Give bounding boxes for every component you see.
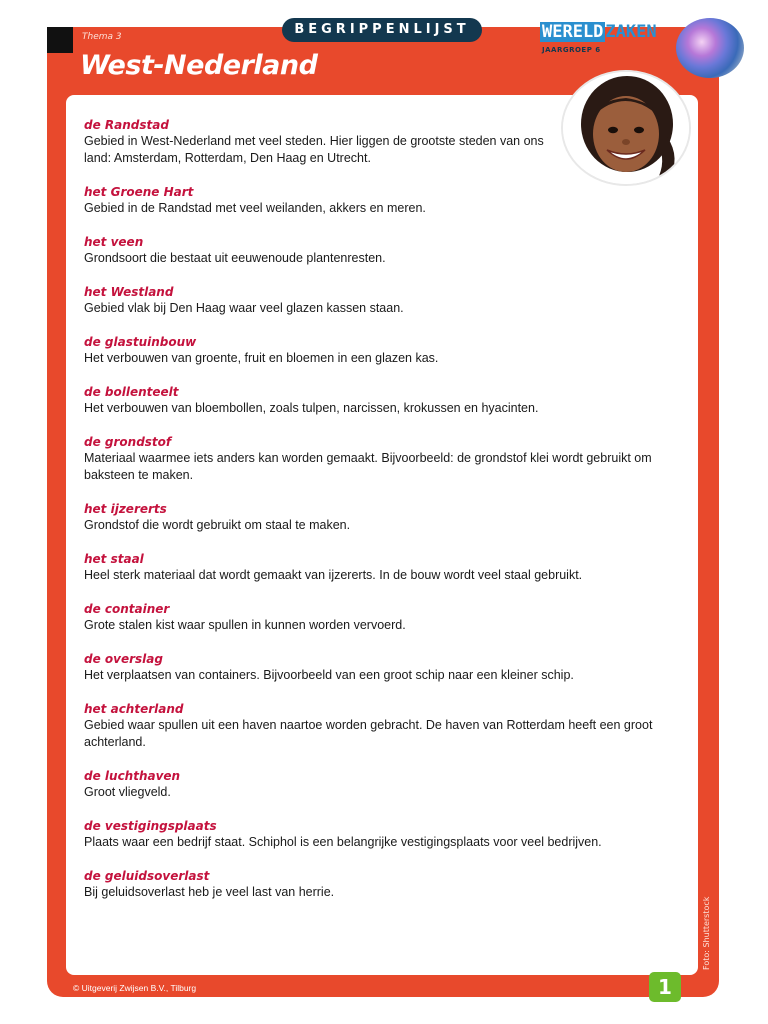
term-entry [84,601,684,634]
term-name: het Groene Hart [84,185,194,199]
term-definition: Gebied waar spullen uit een haven naartoe worden gebracht. De haven van Rotterdam heeft een groot achterland. [84,718,653,749]
term-definition: Gebied in de Randstad met veel weilanden, akkers en meren. [84,201,426,215]
term-name: de overslag [84,652,163,666]
term-name: de container [84,602,170,616]
term-list [84,117,684,918]
term-name: het ijzererts [84,502,167,516]
term-entry [84,384,684,417]
brand-subtitle: JAARGROEP 6 [542,46,601,54]
page-title: West-Nederland [80,50,318,81]
term-entry [84,818,684,851]
term-name: de geluidsoverlast [84,869,210,883]
term-entry [84,184,684,217]
brand-name [540,22,657,42]
term-definition: Grondstof die wordt gebruikt om staal te maken. [84,518,351,532]
term-name: de bollenteelt [84,385,179,399]
term-entry [84,768,684,801]
term-name: het achterland [84,702,184,716]
term-entry [84,334,684,367]
term-entry [84,117,684,167]
term-definition: Plaats waar een bedrijf staat. Schiphol is een belangrijke vestigingsplaats voor veel bedrijven. [84,835,602,849]
brand-name-part1: WERELD [542,22,604,42]
term-definition: Bij geluidsoverlast heb je veel last van herrie. [84,885,335,899]
globe-icon [676,18,744,78]
term-entry [84,234,684,267]
term-definition: Heel sterk materiaal dat wordt gemaakt van ijzererts. In de bouw wordt veel staal gebruikt. [84,568,583,582]
section-tab: BEGRIPPENLIJST [282,18,482,42]
term-name: het veen [84,235,144,249]
theme-label: Thema 3 [82,32,122,42]
term-entry [84,551,684,584]
term-entry [84,501,684,534]
term-name: de luchthaven [84,769,181,783]
term-definition: Gebied vlak bij Den Haag waar veel glazen kassen staan. [84,301,404,315]
term-name: de grondstof [84,435,172,449]
term-definition: Grote stalen kist waar spullen in kunnen worden vervoerd. [84,618,406,632]
term-definition: Materiaal waarmee iets anders kan worden gemaakt. Bijvoorbeeld: de grondstof klei wordt gebruikt om baksteen te maken. [84,451,652,482]
brand-logo [538,22,688,60]
page-number-badge: 1 [649,972,681,1002]
term-definition: Groot vliegveld. [84,785,171,799]
term-name: de vestigingsplaats [84,819,217,833]
term-entry [84,434,684,484]
term-name: de Randstad [84,118,169,132]
corner-marker [47,27,73,53]
term-definition: Gebied in West-Nederland met veel steden. Hier liggen de grootste steden van ons land: Amsterdam, Rotterdam, Den Haag en Utrecht. [84,134,544,165]
photo-credit: Foto: Shutterstock [702,896,711,970]
term-name: het Westland [84,285,174,299]
term-definition: Het verbouwen van bloembollen, zoals tulpen, narcissen, krokussen en hyacinten. [84,401,539,415]
copyright-notice: © Uitgeverij Zwijsen B.V., Tilburg [73,983,197,993]
term-entry [84,701,684,751]
term-name: het staal [84,552,144,566]
brand-name-part2: ZAKEN [605,22,657,42]
term-definition: Het verplaatsen van containers. Bijvoorbeeld van een groot schip naar een kleiner schip. [84,668,574,682]
term-entry [84,868,684,901]
term-definition: Het verbouwen van groente, fruit en bloemen in een glazen kas. [84,351,439,365]
term-entry [84,284,684,317]
term-entry [84,651,684,684]
term-name: de glastuinbouw [84,335,197,349]
term-definition: Grondsoort die bestaat uit eeuwenoude plantenresten. [84,251,386,265]
